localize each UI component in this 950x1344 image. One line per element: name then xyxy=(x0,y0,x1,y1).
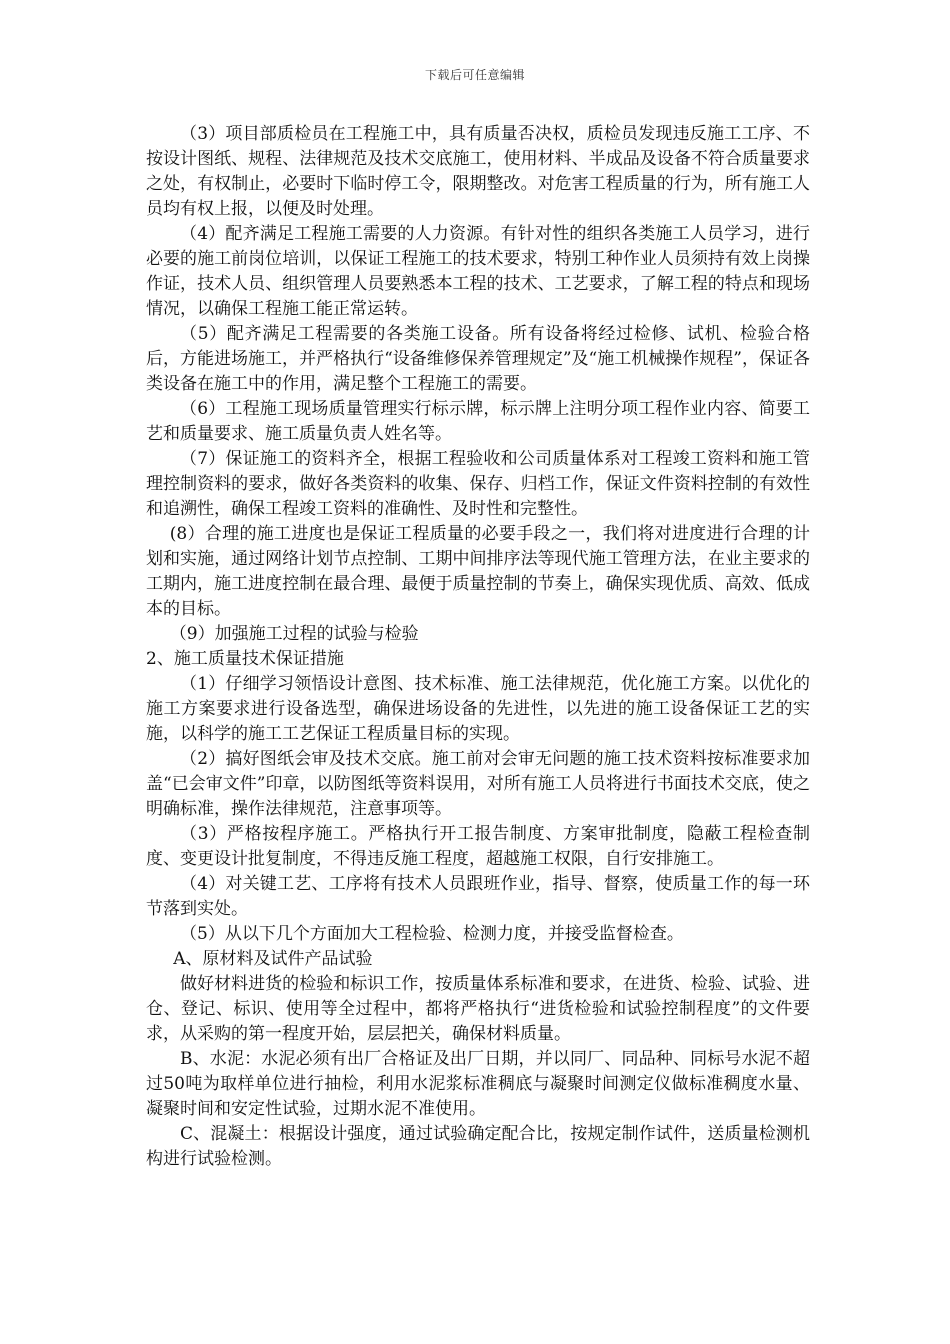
document-body xyxy=(146,122,810,1172)
paragraph-equipment: （5）配齐满足工程需要的各类施工设备。所有设备将经过检修、试机、检验合格后，方能进场施工，并严格执行“设备维修保养管理规定”及“施工机械操作规程”，保证各类设备在施工中的作用，满足整个工程施工的需要。 xyxy=(146,324,810,394)
subheading-raw-materials: A、原材料及试件产品试验 xyxy=(173,949,373,969)
section-heading-technical-measures: 2、施工质量技术保证措施 xyxy=(146,649,344,669)
paragraph-procedure: （3）严格按程序施工。严格执行开工报告制度、方案审批制度，隐蔽工程检查制度、变更设计批复制度，不得违反施工程度，超越施工权限，自行安排施工。 xyxy=(146,824,810,869)
paragraph-inspection: （5）从以下几个方面加大工程检验、检测力度，并接受监督检查。 xyxy=(180,924,684,944)
paragraph-key-processes: （4）对关键工艺、工序将有技术人员跟班作业，指导、督察，使质量工作的每一环节落到实处。 xyxy=(146,874,810,919)
paragraph-testing: （9）加强施工过程的试验与检验 xyxy=(169,624,419,644)
page-header-note: 下载后可任意编辑 xyxy=(424,68,525,82)
paragraph-cement: B、水泥：水泥必须有出厂合格证及出厂日期，并以同厂、同品种、同标号水泥不超过50吨为取样单位进行抽检，利用水泥浆标准稠底与凝聚时间测定仪做标准稠度水量、凝聚时间和安定性试验，过期水泥不准使用。 xyxy=(146,1049,810,1119)
paragraph-concrete: C、混凝土：根据设计强度，通过试验确定配合比，按规定制作试件，送质量检测机构进行试验检测。 xyxy=(146,1124,810,1169)
paragraph-documents: （7）保证施工的资料齐全，根据工程验收和公司质量体系对工程竣工资料和施工管理控制资料的要求，做好各类资料的收集、保存、归档工作，保证文件资料控制的有效性和追溯性，确保工程竣工资料的准确性、及时性和完整性。 xyxy=(146,449,810,519)
paragraph-signboard: （6）工程施工现场质量管理实行标示牌，标示牌上注明分项工程作业内容、简要工艺和质量要求、施工质量负责人姓名等。 xyxy=(146,399,810,444)
paragraph-human-resources: （4）配齐满足工程施工需要的人力资源。有针对性的组织各类施工人员学习，进行必要的施工前岗位培训，以保证工程施工的技术要求，特别工种作业人员须持有效上岗操作证，技术人员、组织管理人员要熟悉本工程的技术、工艺要求，了解工程的特点和现场情况，以确保工程施工能正常运转。 xyxy=(146,224,810,319)
paragraph-material-intake: 做好材料进货的检验和标识工作，按质量体系标准和要求，在进货、检验、试验、进仓、登记、标识、使用等全过程中，都将严格执行“进货检验和试验控制程度”的文件要求，从采购的第一程度开始，层层把关，确保材料质量。 xyxy=(146,974,810,1044)
paragraph-quality-inspector: （3）项目部质检员在工程施工中，具有质量否决权，质检员发现违反施工工序、不按设计图纸、规程、法律规范及技术交底施工，使用材料、半成品及设备不符合质量要求之处，有权制止，必要时下临时停工令，限期整改。对危害工程质量的行为，所有施工人员均有权上报，以便及时处理。 xyxy=(146,124,810,219)
paragraph-drawing-review: （2）搞好图纸会审及技术交底。施工前对会审无问题的施工技术资料按标准要求加盖“已会审文件”印章，以防图纸等资料误用，对所有施工人员将进行书面技术交底，使之明确标准，操作法律规范，注意事项等。 xyxy=(146,749,810,819)
paragraph-design-intent: （1）仔细学习领悟设计意图、技术标准、施工法律规范，优化施工方案。以优化的施工方案要求进行设备选型，确保进场设备的先进性，以先进的施工设备保证工艺的实施，以科学的施工工艺保证工程质量目标的实现。 xyxy=(146,674,810,744)
paragraph-schedule: (8）合理的施工进度也是保证工程质量的必要手段之一，我们将对进度进行合理的计划和实施，通过网络计划节点控制、工期中间排序法等现代施工管理方法，在业主要求的工期内，施工进度控制在最合理、最便于质量控制的节奏上，确保实现优质、高效、低成本的目标。 xyxy=(146,524,810,619)
